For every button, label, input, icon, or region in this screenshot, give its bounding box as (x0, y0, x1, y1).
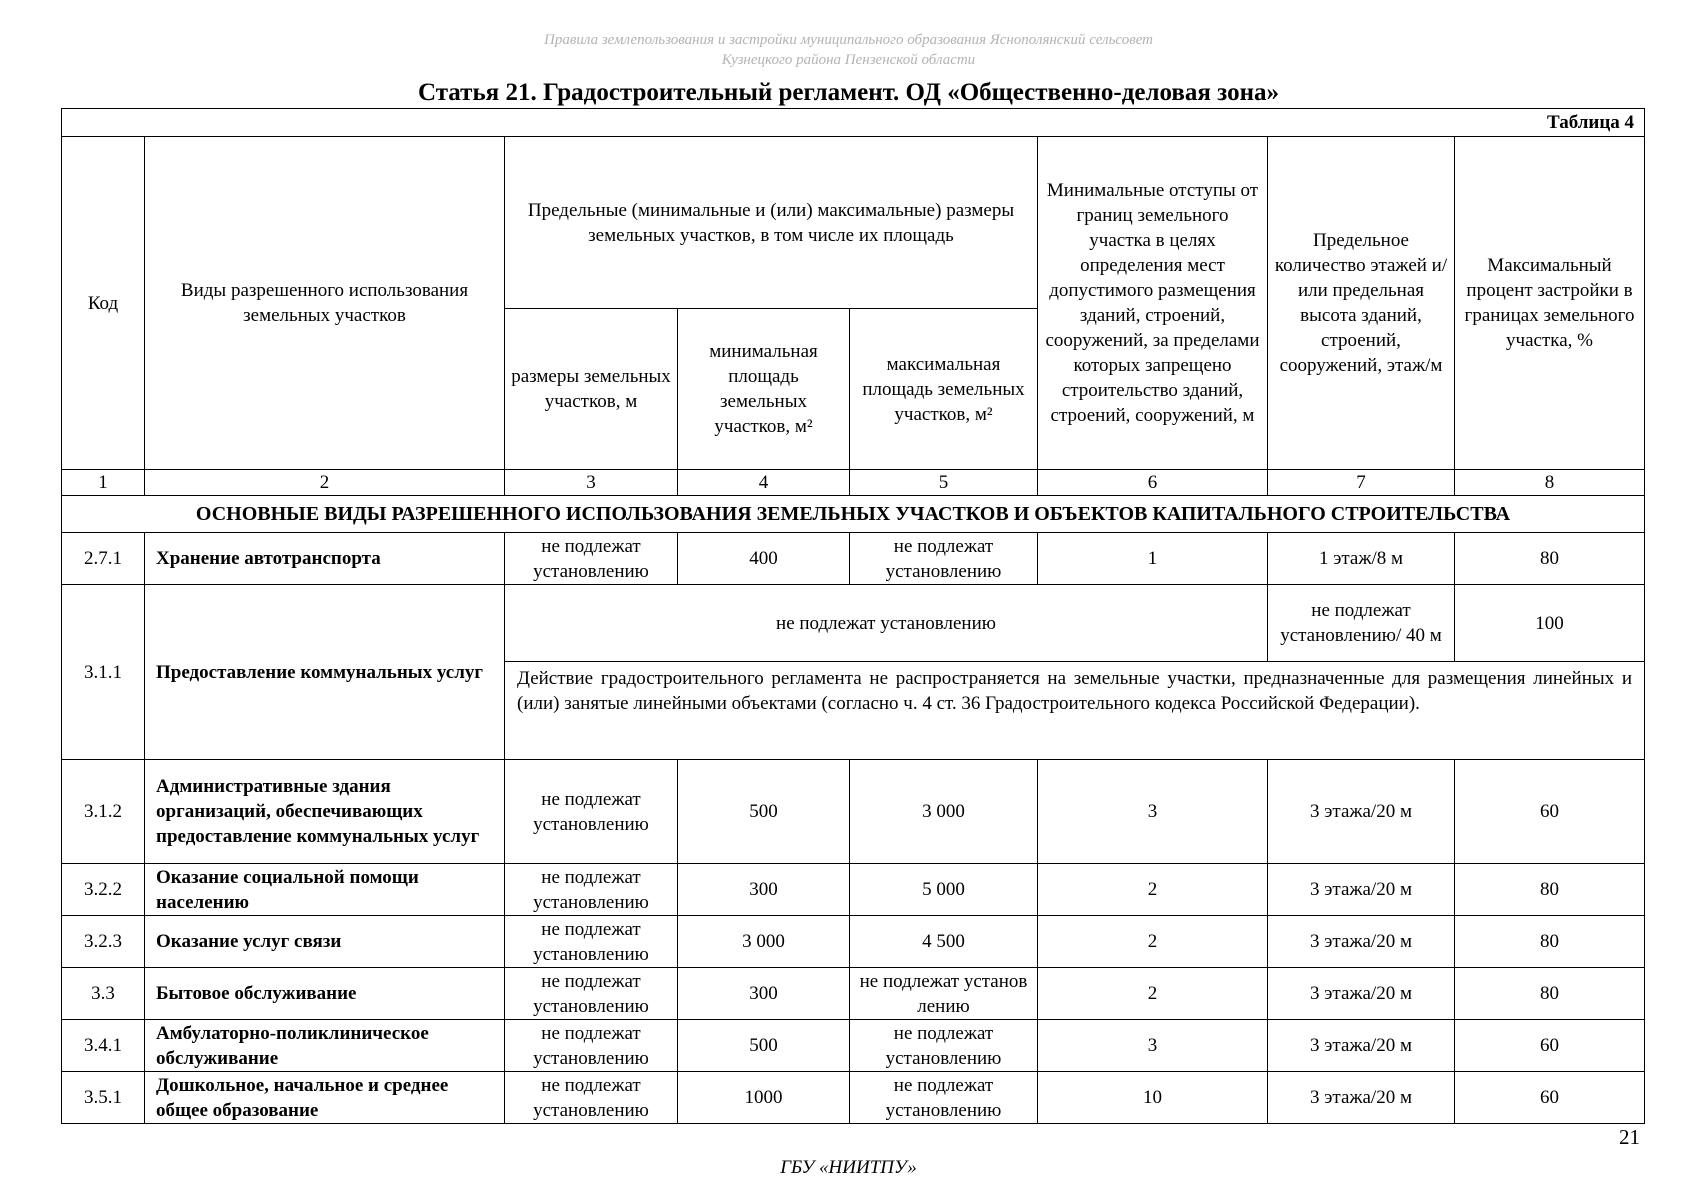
row-min-area: 400 (678, 533, 850, 585)
row-use-name: Предоставление коммунальных услуг (145, 585, 505, 760)
row-coverage: 80 (1455, 533, 1645, 585)
running-header-line-1: Правила землепользования и застройки муниципального образования Яснополянский сельсовет (544, 32, 1153, 48)
table-row (62, 1072, 1645, 1124)
column-number: 2 (145, 470, 505, 496)
column-number: 8 (1455, 470, 1645, 496)
header-row-1 (62, 137, 1645, 309)
row-max-area: 3 000 (850, 760, 1038, 864)
header-plot-size: размеры земельных участков, м (505, 309, 678, 470)
page-number: 21 (1619, 1125, 1640, 1149)
row-use-name: Хранение автотранспорта (145, 533, 505, 585)
article-title: Статья 21. Градостроительный регламент. ОД «Общественно-деловая зона» (418, 79, 1279, 106)
column-number: 4 (678, 470, 850, 496)
header-coverage: Максимальный процент застройки в границах земельного участка, % (1455, 137, 1645, 470)
row-code: 3.2.3 (62, 916, 145, 968)
column-number: 7 (1268, 470, 1455, 496)
header-setbacks: Минимальные отступы от границ земельного участка в целях определения мест допустимого размещения зданий, строений, сооружений, за пределами которых запрещено строительство зданий, строений, сооружений, м (1038, 137, 1268, 470)
row-note: Действие градостроительного регламента не распространяется на земельные участки, предназначенные для размещения линейных и (или) занятые линейными объектами (согласно ч. 4 ст. 36 Градостроительного кодекса Российской Федерации). (505, 662, 1645, 760)
row-min-area: 1000 (678, 1072, 850, 1124)
row-min-area: 300 (678, 968, 850, 1020)
row-merged-value: не подлежат установлению (505, 585, 1268, 662)
row-code: 3.3 (62, 968, 145, 1020)
row-setback: 3 (1038, 760, 1268, 864)
row-plot-size: не подлежат установлению (505, 1020, 678, 1072)
row-code: 3.2.2 (62, 864, 145, 916)
row-max-area: не подлежат установлению (850, 533, 1038, 585)
row-min-area: 500 (678, 760, 850, 864)
row-setback: 1 (1038, 533, 1268, 585)
table-row (62, 864, 1645, 916)
header-plot-limits: Предельные (минимальные и (или) максимальные) размеры земельных участков, в том числе их площадь (505, 137, 1038, 309)
row-floors: 3 этажа/20 м (1268, 864, 1455, 916)
row-setback: 2 (1038, 864, 1268, 916)
column-numbers-row (62, 470, 1645, 496)
row-plot-size: не подлежат установлению (505, 916, 678, 968)
table-row (62, 968, 1645, 1020)
section-row (62, 496, 1645, 533)
table-row (62, 760, 1645, 864)
row-floors: 1 этаж/8 м (1268, 533, 1455, 585)
regulation-table (61, 108, 1645, 1124)
row-floors: 3 этажа/20 м (1268, 968, 1455, 1020)
row-coverage: 80 (1455, 916, 1645, 968)
table-row (62, 585, 1645, 662)
row-setback: 3 (1038, 1020, 1268, 1072)
row-code: 3.4.1 (62, 1020, 145, 1072)
row-floors: 3 этажа/20 м (1268, 1020, 1455, 1072)
row-plot-size: не подлежат установлению (505, 968, 678, 1020)
column-number: 3 (505, 470, 678, 496)
table-row (62, 533, 1645, 585)
row-use-name: Бытовое обслуживание (145, 968, 505, 1020)
row-floors: 3 этажа/20 м (1268, 916, 1455, 968)
row-use-name: Оказание социальной помощи населению (145, 864, 505, 916)
row-min-area: 500 (678, 1020, 850, 1072)
row-plot-size: не подлежат установлению (505, 533, 678, 585)
row-code: 3.5.1 (62, 1072, 145, 1124)
row-use-name: Оказание услуг связи (145, 916, 505, 968)
row-max-area: не подлежат установлению (850, 1020, 1038, 1072)
table-number: Таблица 4 (62, 109, 1645, 137)
row-floors: 3 этажа/20 м (1268, 760, 1455, 864)
row-floors: 3 этажа/20 м (1268, 1072, 1455, 1124)
row-code: 2.7.1 (62, 533, 145, 585)
running-header (0, 30, 1697, 70)
row-max-area: не подлежат установ лению (850, 968, 1038, 1020)
row-floors: не подлежат установлению/ 40 м (1268, 585, 1455, 662)
row-plot-size: не подлежат установлению (505, 1072, 678, 1124)
row-setback: 2 (1038, 916, 1268, 968)
row-coverage: 80 (1455, 968, 1645, 1020)
column-number: 1 (62, 470, 145, 496)
row-coverage: 60 (1455, 1020, 1645, 1072)
page-footer: ГБУ «НИИТПУ» (780, 1157, 917, 1178)
row-max-area: 5 000 (850, 864, 1038, 916)
section-title: ОСНОВНЫЕ ВИДЫ РАЗРЕШЕННОГО ИСПОЛЬЗОВАНИЯ ЗЕМЕЛЬНЫХ УЧАСТКОВ И ОБЪЕКТОВ КАПИТАЛЬНОГО СТРОИТЕЛЬСТВА (62, 496, 1645, 533)
column-number: 6 (1038, 470, 1268, 496)
header-max-area: максимальная площадь земельных участков, м² (850, 309, 1038, 470)
row-setback: 2 (1038, 968, 1268, 1020)
row-code: 3.1.2 (62, 760, 145, 864)
row-plot-size: не подлежат установлению (505, 864, 678, 916)
header-floors: Предельное количество этажей и/или предельная высота зданий, строений, сооружений, этаж/м (1268, 137, 1455, 470)
table-row (62, 1020, 1645, 1072)
row-use-name: Административные здания организаций, обеспечивающих предоставление коммунальных услуг (145, 760, 505, 864)
header-min-area: минимальная площадь земельных участков, м² (678, 309, 850, 470)
row-max-area: 4 500 (850, 916, 1038, 968)
column-number: 5 (850, 470, 1038, 496)
row-coverage: 80 (1455, 864, 1645, 916)
row-use-name: Амбулаторно-поликлиническое обслуживание (145, 1020, 505, 1072)
row-setback: 10 (1038, 1072, 1268, 1124)
table-row (62, 916, 1645, 968)
running-header-line-2: Кузнецкого района Пензенской области (721, 52, 976, 68)
header-use-type: Виды разрешенного использования земельных участков (145, 137, 505, 470)
table-number-row (62, 109, 1645, 137)
row-min-area: 3 000 (678, 916, 850, 968)
row-coverage: 60 (1455, 1072, 1645, 1124)
row-min-area: 300 (678, 864, 850, 916)
row-coverage: 100 (1455, 585, 1645, 662)
row-plot-size: не подлежат установлению (505, 760, 678, 864)
row-code: 3.1.1 (62, 585, 145, 760)
header-code: Код (62, 137, 145, 470)
row-coverage: 60 (1455, 760, 1645, 864)
row-max-area: не подлежат установлению (850, 1072, 1038, 1124)
row-use-name: Дошкольное, начальное и среднее общее образование (145, 1072, 505, 1124)
